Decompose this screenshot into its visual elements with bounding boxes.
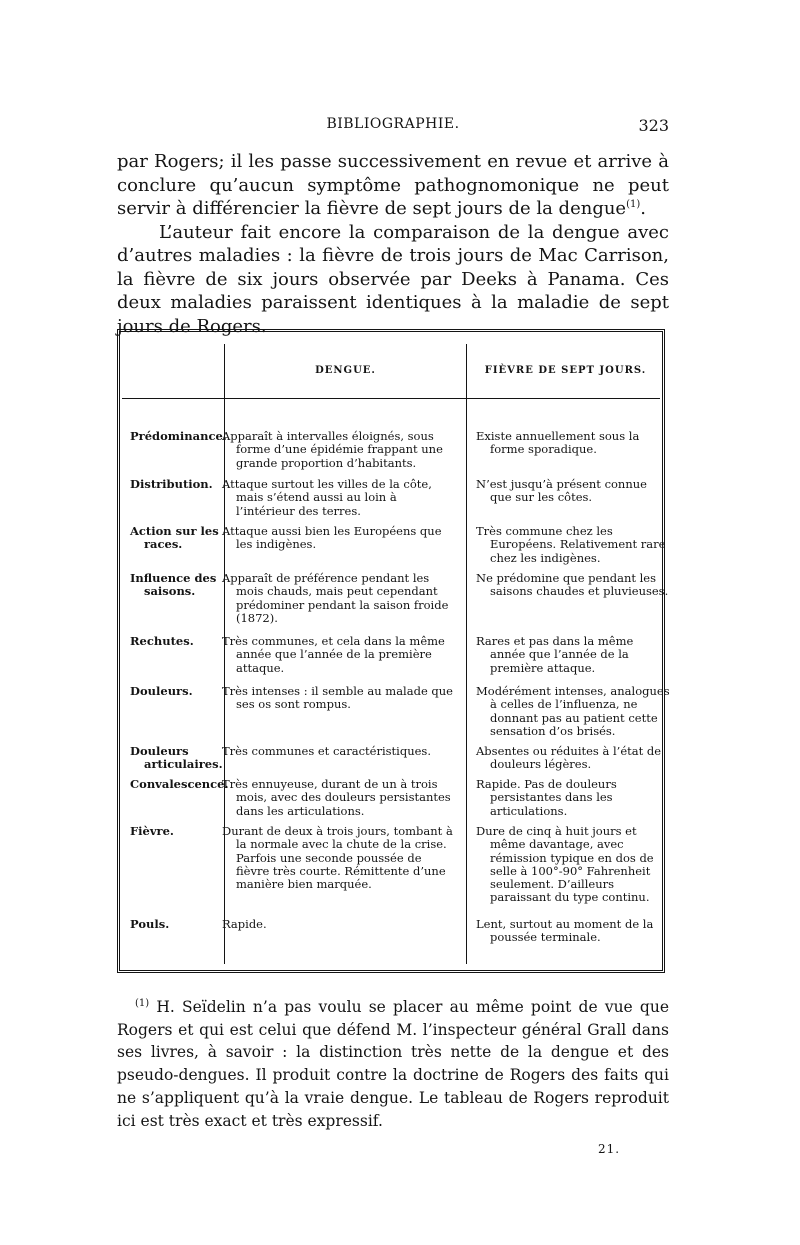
row-label: Douleurs articulaires.	[130, 744, 223, 772]
fever-cell: Rapide. Pas de douleurs persistantes dans les articulations.	[476, 777, 617, 818]
row-label: Douleurs.	[130, 684, 193, 698]
fever-cell: Existe annuellement sous la forme sporadique.	[476, 429, 640, 457]
fever-cell: N’est jusqu’à présent connue que sur les côtes.	[476, 477, 647, 505]
footnote-marker: (1)	[135, 997, 150, 1009]
row-label: Influence des saisons.	[130, 571, 217, 599]
paragraph-1	[117, 150, 669, 221]
paragraph-1-end: .	[640, 198, 646, 219]
row-label: Distribution.	[130, 477, 213, 491]
dengue-cell: Apparaît de préférence pendant les mois chauds, mais peut cependant prédominer pendant la saison froide (1872).	[222, 571, 449, 625]
row-label: Pouls.	[130, 917, 170, 931]
row-label: Convalescence.	[130, 777, 229, 791]
header-rule	[122, 398, 660, 399]
fever-cell: Absentes ou réduites à l’état de douleurs légères.	[476, 744, 662, 772]
running-title: BIBLIOGRAPHIE.	[326, 116, 460, 132]
fever-cell: Lent, surtout au moment de la poussée terminale.	[476, 917, 654, 945]
fever-cell: Ne prédomine que pendant les saisons chaudes et pluvieuses.	[476, 571, 669, 599]
row-label: Fièvre.	[130, 824, 174, 838]
page-number: 323	[638, 116, 669, 135]
row-label: Prédominance.	[130, 429, 227, 443]
body-text	[117, 150, 669, 338]
column-divider	[466, 344, 467, 964]
fever-cell: Rares et pas dans la même année que l’année de la première attaque.	[476, 634, 634, 675]
paragraph-2: L’auteur fait encore la comparaison de la dengue avec d’autres maladies : la fièvre de trois jours de Mac Carrison, la fièvre de six jours observée par Deeks à Panama. Ces deux maladies paraissent identiques à la maladie de sept jours de Rogers.	[117, 221, 669, 337]
dengue-cell: Apparaît à intervalles éloignés, sous forme d’une épidémie frappant une grande proportion d’habitants.	[222, 429, 443, 470]
dengue-cell: Très communes, et cela dans la même année que l’année de la première attaque.	[222, 634, 445, 675]
header-dengue: DENGUE.	[315, 365, 376, 376]
dengue-cell: Très intenses : il semble au malade que ses os sont rompus.	[222, 684, 453, 712]
dengue-cell: Attaque surtout les villes de la côte, mais s’étend aussi au loin à l’intérieur des terres.	[222, 477, 432, 518]
footnote-ref: (1)	[626, 199, 641, 210]
fever-cell: Dure de cinq à huit jours et même davantage, avec rémission typique en dos de selle à 100°-90° Fahrenheit seulement. D’ailleurs paraissant du type continu.	[476, 824, 654, 905]
paragraph-1-text: par Rogers; il les passe successivement en revue et arrive à conclure qu’aucun symptôme pathognomonique ne peut servir à différencier la fièvre de sept jours de la dengue	[117, 151, 669, 219]
dengue-cell: Attaque aussi bien les Européens que les indigènes.	[222, 524, 442, 552]
signature-mark: 21.	[598, 1142, 621, 1156]
comparison-table	[117, 329, 670, 973]
row-label: Rechutes.	[130, 634, 194, 648]
dengue-cell: Très ennuyeuse, durant de un à trois mois, avec des douleurs persistantes dans les articulations.	[222, 777, 451, 818]
dengue-cell: Rapide.	[222, 917, 267, 931]
header-fever: FIÈVRE DE SEPT JOURS.	[484, 365, 647, 376]
footnote	[117, 996, 669, 1132]
dengue-cell: Durant de deux à trois jours, tombant à la normale avec la chute de la crise. Parfois une seconde poussée de fièvre très courte. Rémittente d’une manière bien marquée.	[222, 824, 453, 892]
page-header	[117, 116, 669, 140]
row-label: Action sur les races.	[130, 524, 219, 552]
fever-cell: Modérément intenses, analogues à celles de l’influenza, ne donnant pas au patient cette sensation d’os brisés.	[476, 684, 670, 738]
fever-cell: Très commune chez les Européens. Relativement rare chez les indigènes.	[476, 524, 666, 565]
footnote-body: H. Seïdelin n’a pas voulu se placer au même point de vue que Rogers et qui est celui que défend M. l’inspecteur général Grall dans ses livres, à savoir : la distinction très nette de la dengue et des pseudo-dengues. Il produit contre la doctrine de Rogers des faits qui ne s’appliquent qu’à la vraie dengue. Le tableau de Rogers reproduit ici est très exact et très expressif.	[117, 998, 669, 1130]
footnote-text	[117, 996, 669, 1132]
dengue-cell: Très communes et caractéristiques.	[222, 744, 431, 758]
